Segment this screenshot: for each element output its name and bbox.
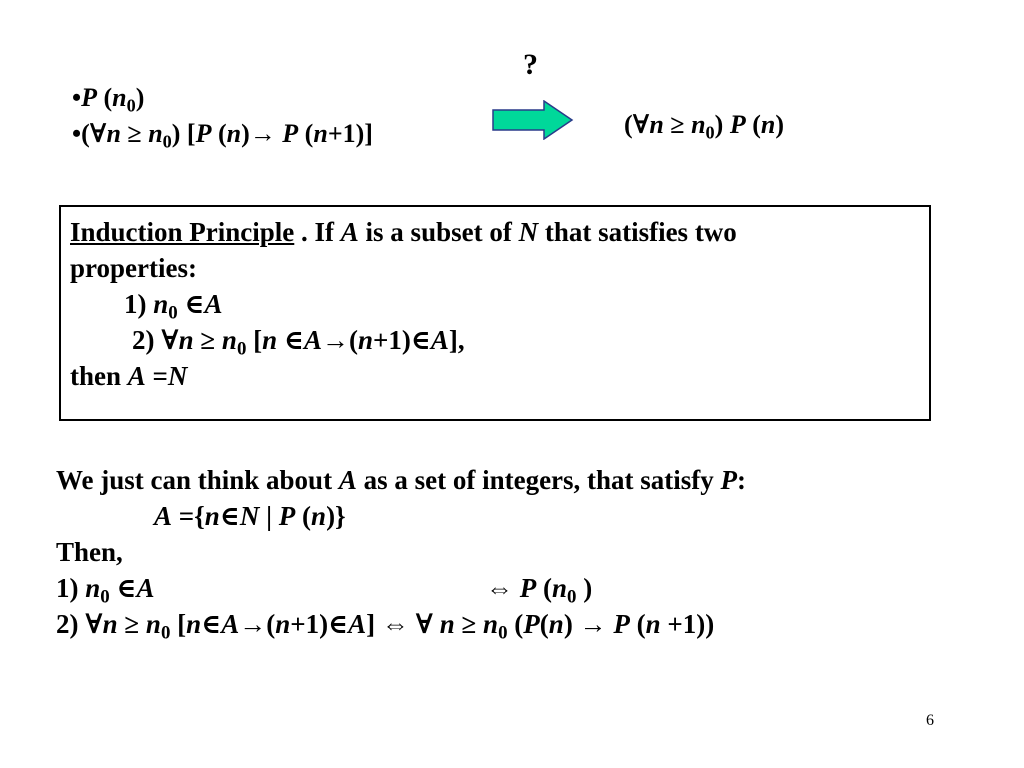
principle-line-1: Induction Principle . If A is a subset of N that satisfies two — [70, 217, 737, 247]
premise-inductive-step: •(∀n ≥ $n_0$) [P (n)→ P (n+1)] — [72, 119, 373, 152]
principle-line-3: 1) $n_0$ ∈A — [124, 289, 223, 324]
principle-line-2: properties: — [70, 253, 197, 283]
explain-line-2: A ={n∈N | P (n)} — [154, 501, 346, 531]
premises-list — [72, 80, 373, 152]
page-number: 6 — [926, 712, 934, 729]
principle-line-5: then A =N — [70, 361, 188, 391]
explain-line-5: 2) ∀n ≥ $n_0$ [n∈A→(n+1)∈A] ⇔ ∀ $n \ge n_0$ (P(n) → P (n +1)) — [56, 609, 715, 644]
premise-base-case: •P $(n_0)$ — [72, 83, 145, 116]
principle-title: Induction Principle — [70, 217, 295, 247]
explain-line-4: 1) $n_0$ ∈A ⇔ P ($n_0$ ) — [56, 573, 593, 608]
explain-line-1: We just can think about A as a set of integers, that satisfy P: — [56, 465, 747, 495]
principle-line-4: 2) ∀n ≥ $n_0$ [n ∈A→(n+1)∈A], — [132, 325, 465, 360]
question-mark: ? — [523, 48, 538, 81]
explanation — [56, 462, 746, 642]
conclusion: (∀n ≥ $n_0$) P (n) — [624, 110, 785, 143]
explain-line-3: Then, — [56, 537, 123, 567]
induction-principle-text — [70, 214, 737, 394]
right-arrow-icon — [492, 100, 574, 140]
